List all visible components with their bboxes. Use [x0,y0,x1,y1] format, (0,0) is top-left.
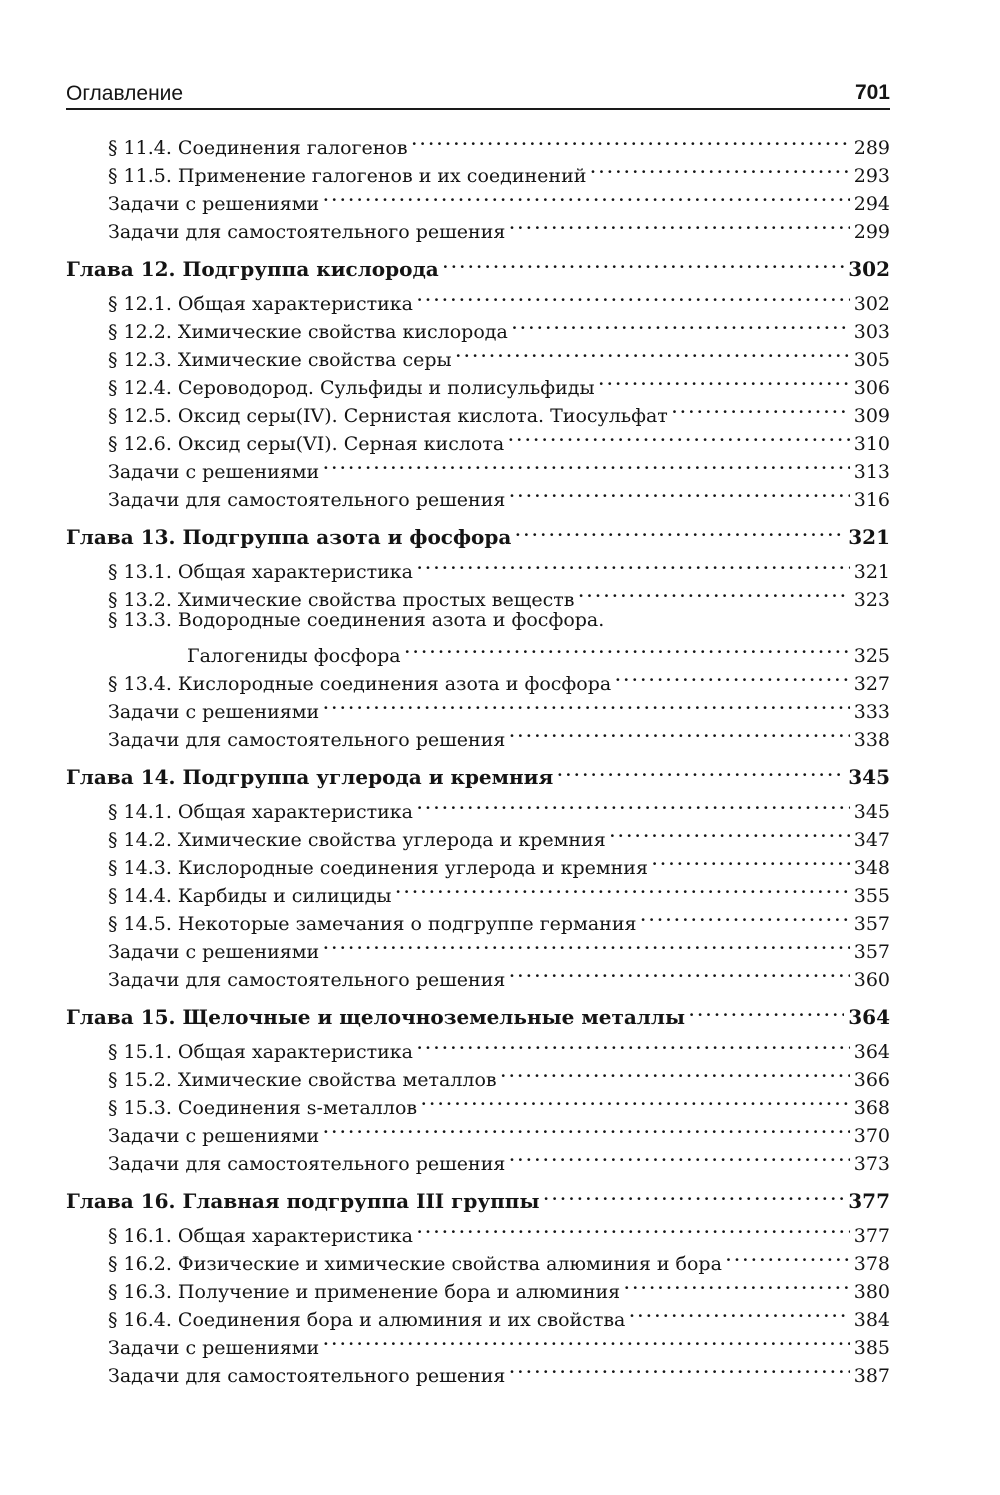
dot-leader [615,662,850,690]
toc-entry-page-number: 387 [853,1365,890,1387]
toc-entry-label: § 14.2. Химические свойства углерода и кремния [108,829,606,851]
toc-entry-page-number: 355 [853,885,890,907]
dot-leader [323,182,850,210]
toc-entry-label: § 13.4. Кислородные соединения азота и фосфора [108,673,612,695]
toc-entry-label: § 16.2. Физические и химические свойства алюминия и бора [108,1253,722,1275]
toc-entry-label: § 14.3. Кислородные соединения углерода и кремния [108,857,648,879]
toc-entry-label: Задачи для самостоятельного решения [108,221,506,243]
dot-leader [515,516,844,544]
toc-entry-label: § 15.1. Общая характеристика [108,1041,413,1063]
dot-leader [624,1270,850,1298]
toc-entry-page-number: 333 [853,701,890,723]
toc-entry-page-number: 302 [853,293,890,315]
dot-leader [417,550,850,578]
toc-entry-label: § 16.1. Общая характеристика [108,1225,413,1247]
toc-entry-label: Глава 13. Подгруппа азота и фосфора [66,525,512,549]
toc-entry-label: § 14.4. Карбиды и силициды [108,885,392,907]
dot-leader [412,126,850,154]
toc-entry-label: Задачи с решениями [108,941,320,963]
toc-entry-label: Задачи для самостоятельного решения [108,969,506,991]
toc-entry-page-number: 345 [853,801,890,823]
toc-entry-page-number: 338 [853,729,890,751]
dot-leader [456,338,850,366]
toc-section-entry [66,1030,890,1063]
dot-leader [509,1142,849,1170]
toc-entry-label: § 15.2. Химические свойства металлов [108,1069,497,1091]
dot-leader [417,282,850,310]
toc-section-entry [66,1214,890,1247]
page-number: 701 [854,81,890,104]
toc-entry-label: § 16.4. Соединения бора и алюминия и их свойства [108,1309,626,1331]
toc-entry-label: Задачи для самостоятельного решения [108,729,506,751]
toc-entry-label: § 12.3. Химические свойства серы [108,349,452,371]
toc-entry-label: Глава 16. Главная подгруппа III группы [66,1189,540,1213]
toc-chapter-entry [66,756,890,789]
dot-leader [417,1214,850,1242]
toc-entry-page-number: 327 [853,673,890,695]
toc-entry-page-number: 347 [853,829,890,851]
toc-entry-page-number: 377 [848,1189,890,1213]
dot-leader [509,478,849,506]
dot-leader [396,874,850,902]
toc-entry-label: Задачи с решениями [108,193,320,215]
table-of-contents [66,126,890,1387]
dot-leader [672,394,850,422]
toc-entry-page-number: 364 [853,1041,890,1063]
toc-entry-label: § 12.4. Сероводород. Сульфиды и полисульфиды [108,377,595,399]
toc-entry-label: Глава 12. Подгруппа кислорода [66,257,439,281]
toc-entry-label: § 14.5. Некоторые замечания о подгруппе германия [108,913,637,935]
toc-entry-page-number: 357 [853,941,890,963]
toc-section-entry [66,126,890,159]
toc-entry-label: § 13.1. Общая характеристика [108,561,413,583]
toc-section-entry [66,282,890,315]
toc-entry-page-number: 378 [853,1253,890,1275]
page-header [66,72,890,110]
toc-entry-page-number: 310 [853,433,890,455]
toc-entry-label: § 12.5. Оксид серы(IV). Сернистая кислота. Тиосульфат [108,405,668,427]
toc-entry-page-number: 302 [848,257,890,281]
dot-leader [652,846,850,874]
toc-chapter-entry [66,1180,890,1213]
toc-entry-page-number: 309 [853,405,890,427]
toc-entry-label: Задачи для самостоятельного решения [108,489,506,511]
toc-entry-page-number: 299 [853,221,890,243]
toc-entry-page-number: 306 [853,377,890,399]
dot-leader [689,996,844,1024]
dot-leader [508,422,850,450]
dot-leader [405,634,850,662]
toc-entry-label: § 12.6. Оксид серы(VI). Серная кислота [108,433,505,455]
dot-leader [323,450,850,478]
toc-entry-label: Глава 14. Подгруппа углерода и кремния [66,765,554,789]
toc-entry-page-number: 316 [853,489,890,511]
dot-leader [323,1114,850,1142]
dot-leader [641,902,850,930]
dot-leader [509,958,849,986]
toc-entry-label: § 13.2. Химические свойства простых веществ [108,589,575,611]
toc-entry-page-number: 293 [853,165,890,187]
toc-entry-label: Глава 15. Щелочные и щелочноземельные металлы [66,1005,686,1029]
toc-entry-label: Задачи для самостоятельного решения [108,1365,506,1387]
toc-entry-label: § 11.4. Соединения галогенов [108,137,408,159]
dot-leader [501,1058,850,1086]
dot-leader [590,154,849,182]
toc-entry-label: § 15.3. Соединения s-металлов [108,1097,418,1119]
toc-entry-page-number: 345 [848,765,890,789]
dot-leader [417,790,850,818]
toc-entry-label: § 14.1. Общая характеристика [108,801,413,823]
toc-entry-label: Задачи для самостоятельного решения [108,1153,506,1175]
toc-entry-page-number: 303 [853,321,890,343]
dot-leader [323,1326,850,1354]
toc-entry-page-number: 323 [853,589,890,611]
dot-leader [544,1180,845,1208]
page-title: Оглавление [66,82,184,105]
toc-chapter-entry [66,996,890,1029]
toc-chapter-entry [66,248,890,281]
toc-entry-page-number: 370 [853,1125,890,1147]
toc-entry-page-number: 289 [853,137,890,159]
dot-leader [323,690,850,718]
toc-entry-label: Галогениды фосфора [187,645,401,667]
toc-entry-page-number: 348 [853,857,890,879]
toc-entry-label: Задачи с решениями [108,461,320,483]
toc-entry-page-number: 384 [853,1309,890,1331]
toc-entry-page-number: 360 [853,969,890,991]
dot-leader [512,310,850,338]
toc-entry-label: § 13.3. Водородные соединения азота и фосфора. [108,609,605,631]
toc-entry-page-number: 305 [853,349,890,371]
dot-leader [443,248,844,276]
toc-entry-label: § 12.2. Химические свойства кислорода [108,321,508,343]
toc-entry-page-number: 321 [853,561,890,583]
dot-leader [629,1298,849,1326]
toc-chapter-entry [66,516,890,549]
toc-entry-page-number: 321 [848,525,890,549]
toc-entry-page-number: 385 [853,1337,890,1359]
dot-leader [578,578,849,606]
dot-leader [509,1354,849,1382]
dot-leader [557,756,844,784]
toc-entry-page-number: 368 [853,1097,890,1119]
toc-entry-page-number: 325 [853,645,890,667]
dot-leader [509,210,849,238]
toc-entry-page-number: 366 [853,1069,890,1091]
toc-entry-label: Задачи с решениями [108,701,320,723]
toc-entry-page-number: 373 [853,1153,890,1175]
toc-entry-page-number: 294 [853,193,890,215]
toc-section-entry [66,790,890,823]
toc-section-entry [66,606,890,634]
dot-leader [726,1242,850,1270]
dot-leader [610,818,850,846]
toc-entry-page-number: 364 [848,1005,890,1029]
toc-entry-label: § 11.5. Применение галогенов и их соединений [108,165,587,187]
toc-entry-label: § 16.3. Получение и применение бора и алюминия [108,1281,621,1303]
toc-entry-label: Задачи с решениями [108,1125,320,1147]
dot-leader [421,1086,850,1114]
toc-entry-page-number: 377 [853,1225,890,1247]
dot-leader [323,930,850,958]
toc-cont-entry [66,634,890,667]
toc-entry-label: § 12.1. Общая характеристика [108,293,413,315]
toc-entry-label: Задачи с решениями [108,1337,320,1359]
dot-leader [417,1030,850,1058]
toc-entry-page-number: 313 [853,461,890,483]
dot-leader [509,718,849,746]
toc-entry-page-number: 357 [853,913,890,935]
dot-leader [599,366,850,394]
toc-entry-page-number: 380 [853,1281,890,1303]
toc-section-entry [66,550,890,583]
